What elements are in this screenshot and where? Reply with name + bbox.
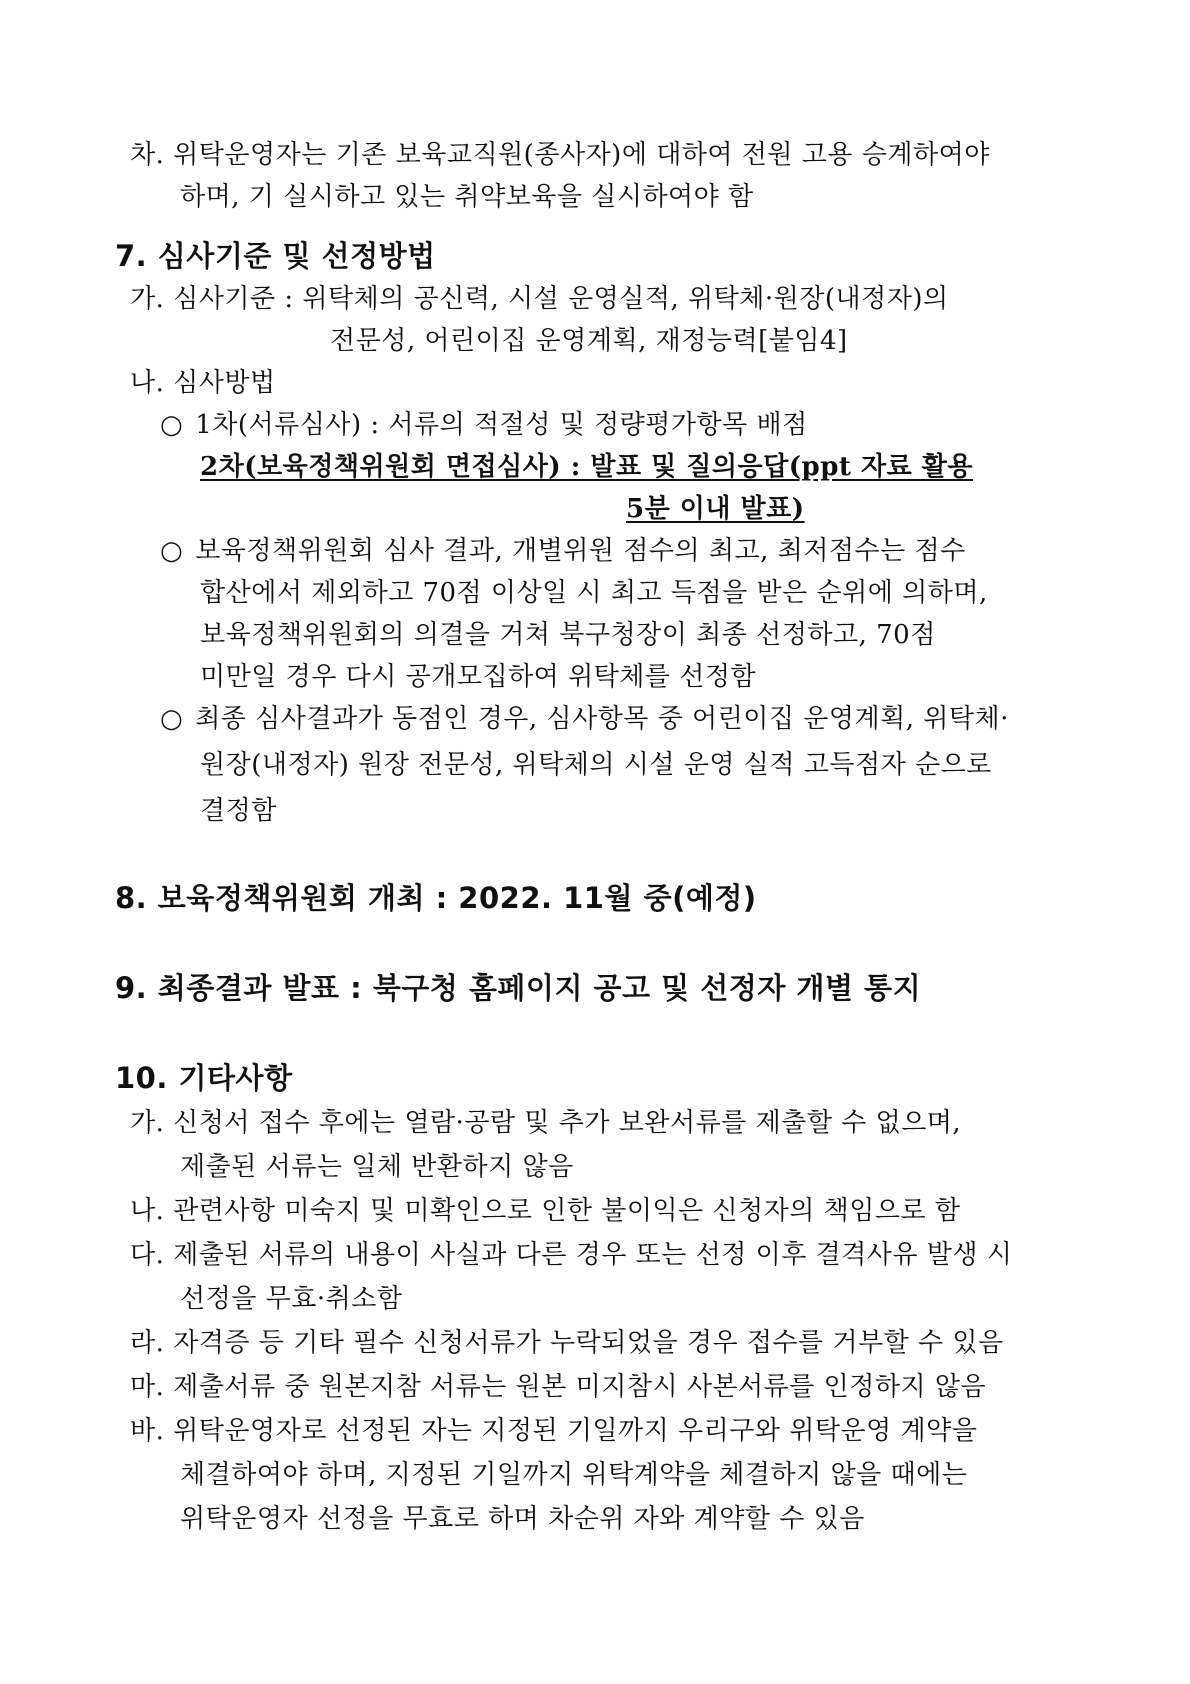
section-10-heading: 10. 기타사항	[115, 1061, 293, 1095]
bullet-circle-icon: ○	[160, 704, 184, 734]
section-10-na-line-1: 나. 관련사항 미숙지 및 미확인으로 인한 불이익은 신청자의 책임으로 함	[130, 1196, 961, 1226]
section-10-ra-line-1: 라. 자격증 등 기타 필수 신청서류가 누락되었을 경우 접수를 거부할 수 있음	[130, 1328, 1004, 1358]
bullet-circle-icon: ○	[160, 536, 184, 566]
section-9-heading: 9. 최종결과 발표 : 북구청 홈페이지 공고 및 선정자 개별 통지	[115, 971, 922, 1005]
section-10-ba-line-1: 바. 위탁운영자로 선정된 자는 지정된 기일까지 우리구와 위탁운영 계약을	[130, 1416, 978, 1446]
item-cha-line-2: 하며, 기 실시하고 있는 취약보육을 실시하여야 함	[180, 182, 754, 212]
bullet-1-line-1: 1차(서류심사) : 서류의 적절성 및 정량평가항목 배점	[195, 410, 808, 440]
section-7-heading: 7. 심사기준 및 선정방법	[115, 239, 436, 273]
bullet-circle-icon: ○	[160, 410, 184, 440]
bullet-3-line-3: 결정함	[200, 796, 277, 826]
section-7-ga-line-2: 전문성, 어린이집 운영계획, 재정능력[붙임4]	[330, 326, 848, 356]
section-7-ga-line-1: 가. 심사기준 : 위탁체의 공신력, 시설 운영실적, 위탁체·원장(내정자)의	[130, 284, 949, 314]
section-7-bullet-2	[160, 534, 966, 568]
section-7-bullet-1	[160, 408, 808, 442]
section-10-ga-line-1: 가. 신청서 접수 후에는 열람·공람 및 추가 보완서류를 제출할 수 없으며,	[130, 1108, 962, 1138]
bullet-2-line-4: 미만일 경우 다시 공개모집하여 위탁체를 선정함	[200, 662, 757, 692]
section-7-na-label: 나. 심사방법	[130, 368, 276, 398]
bullet-2-line-2: 합산에서 제외하고 70점 이상일 시 최고 득점을 받은 순위에 의하며,	[200, 578, 988, 608]
section-10-da-line-2: 선정을 무효·취소함	[180, 1284, 403, 1314]
section-10-ba-line-3: 위탁운영자 선정을 무효로 하며 차순위 자와 계약할 수 있음	[180, 1504, 865, 1534]
bullet-1-line-2: 2차(보육정책위원회 면접심사) : 발표 및 질의응답(ppt 자료 활용	[200, 452, 973, 482]
section-7-bullet-3	[160, 702, 1009, 736]
section-10-da-line-1: 다. 제출된 서류의 내용이 사실과 다른 경우 또는 선정 이후 결격사유 발생 시	[130, 1240, 1013, 1270]
bullet-3-line-1: 최종 심사결과가 동점인 경우, 심사항목 중 어린이집 운영계획, 위탁체·	[195, 704, 1009, 734]
item-cha-line-1: 차. 위탁운영자는 기존 보육교직원(종사자)에 대하여 전원 고용 승계하여야	[130, 140, 990, 170]
bullet-2-line-1: 보육정책위원회 심사 결과, 개별위원 점수의 최고, 최저점수는 점수	[195, 536, 966, 566]
bullet-2-line-3: 보육정책위원회의 의결을 거쳐 북구청장이 최종 선정하고, 70점	[200, 620, 936, 650]
section-10-ba-line-2: 체결하여야 하며, 지정된 기일까지 위탁계약을 체결하지 않을 때에는	[180, 1460, 968, 1490]
section-10-ma-line-1: 마. 제출서류 중 원본지참 서류는 원본 미지참시 사본서류를 인정하지 않음	[130, 1372, 987, 1402]
bullet-3-line-2: 원장(내정자) 원장 전문성, 위탁체의 시설 운영 실적 고득점자 순으로	[200, 750, 992, 780]
bullet-1-line-3: 5분 이내 발표)	[626, 494, 805, 524]
section-8-heading: 8. 보육정책위원회 개최 : 2022. 11월 중(예정)	[115, 881, 757, 915]
section-10-ga-line-2: 제출된 서류는 일체 반환하지 않음	[180, 1152, 574, 1182]
